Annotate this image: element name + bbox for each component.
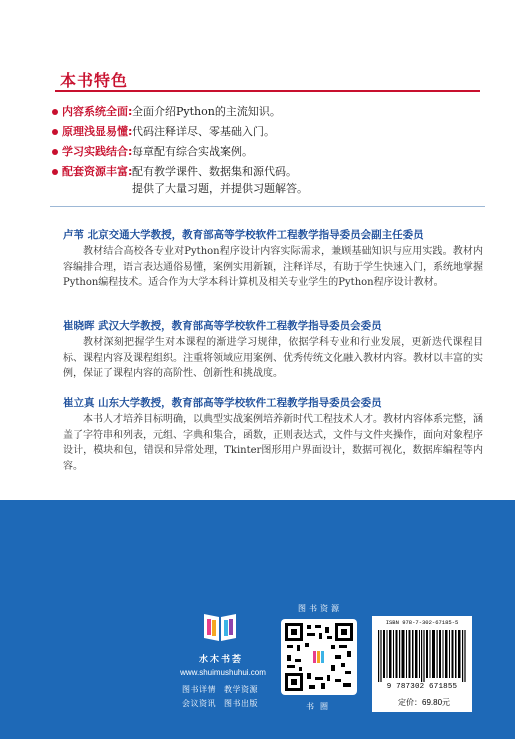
feature-label: 原理浅显易懂 [62,125,128,138]
brand-name: 水木书荟 [198,655,243,665]
brand-links-row [182,684,266,695]
feature-label: 配套资源丰富 [62,165,128,178]
feature-extra-line: 提供了大量习题，并提供习题解答。 [132,182,308,195]
price-label: 定价：69.80元 [398,698,451,707]
feature-item: 原理浅显易懂: 代码注释详尽、零基础入门。 [52,122,482,142]
section-divider [50,206,485,207]
review-block [63,396,483,474]
feature-text: 全面介绍Python的主流知识。 [132,105,281,118]
feature-item: 学习实践结合: 每章配有综合实战案例。 [52,142,482,162]
bullet-icon [52,169,58,175]
brand-link: 图书详情 [182,685,216,694]
feature-text: 每章配有综合实战案例。 [132,145,253,158]
feature-text: 代码注释详尽、零基础入门。 [132,125,275,138]
reviewer-heading: 崔晓晖 武汉大学教授，教育部高等学校软件工程教学指导委员会委员 [63,320,382,332]
book-logo-icon [202,608,238,644]
brand-links-row [182,698,266,709]
feature-label: 学习实践结合 [62,145,128,158]
review-text: 教材结合高校各专业对Python程序设计内容实际需求，兼顾基础知识与应用实践。教材内容编排合理，语言表达通俗易懂，案例实用新颖，注释详尽，有助于学生快速入门，系统地掌握Python编程技术。适合作为大学本科计算机及相关专业学生的Python程序设计教材。 [63,246,483,288]
bullet-icon [52,109,58,115]
bullet-icon [52,129,58,135]
review-text: 教材深刻把握学生对本课程的渐进学习规律，依据学科专业和行业发展，更新迭代课程目标、课程内容及课程组织。注重将领域应用案例、优秀传统文化融入教材内容。教材以丰富的实例，保证了课程内容的高阶性、创新性和挑战度。 [63,337,483,379]
feature-label: 内容系统全面 [62,105,128,118]
qr-title: 图书资源 [298,604,342,613]
feature-item: 内容系统全面: 全面介绍Python的主流知识。 [52,102,482,122]
reviewer-heading: 崔立真 山东大学教授，教育部高等学校软件工程教学指导委员会委员 [63,397,382,409]
review-block [63,319,483,382]
brand-link: 教学资源 [224,685,258,694]
review-block [63,228,483,291]
brand-link: 会议资讯 [182,699,216,708]
reviewer-heading: 卢苇 北京交通大学教授，教育部高等学校软件工程教学指导委员会副主任委员 [63,229,424,241]
features-list [52,102,482,182]
bullet-icon [52,149,58,155]
section-title: 本书特色 [60,71,129,90]
title-divider [55,90,480,92]
isbn-text: ISBN 978-7-302-67185-5 [385,619,459,626]
barcode-label [372,616,472,712]
feature-item: 配套资源丰富: 配有教学课件、数据集和源代码。 [52,162,482,182]
feature-text: 配有教学课件、数据集和源代码。 [132,165,297,178]
brand-url: www.shuimushuhui.com [180,668,266,677]
qr-code-icon [285,623,353,691]
brand-link: 图书出版 [224,699,258,708]
review-text: 本书人才培养目标明确，以典型实战案例培养新时代工程技术人才。教材内容体系完整，涵盖了字符串和列表，元组、字典和集合，函数，正则表达式，文件与文件夹操作，面向对象程序设计，模块和包，错误和异常处理，Tkinter图形用户界面设计，数据可视化，数据库编程等内容。 [63,414,483,472]
qr-code [281,619,357,695]
barcode-icon [378,630,466,682]
barcode-number: 9 787302 671855 [386,683,458,691]
qr-caption: 书圈 [306,702,334,711]
